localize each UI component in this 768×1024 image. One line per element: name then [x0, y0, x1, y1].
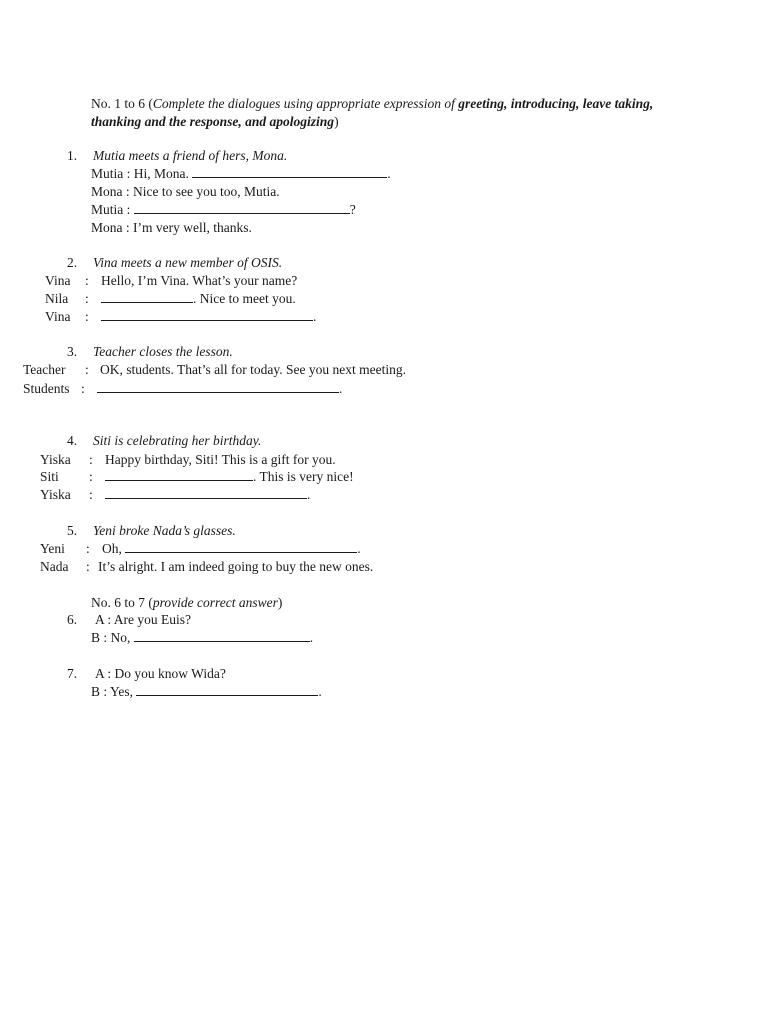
instruction-1: No. 1 to 6 (Complete the dialogues using appropriate expression of greeting, introducing, leave taking, thanking and the response, and apologizing) [91, 96, 654, 129]
question-1-title: Mutia meets a friend of hers, Mona. [93, 148, 288, 163]
answer-blank[interactable] [192, 166, 387, 178]
question-2-title: Vina meets a new member of OSIS. [93, 255, 283, 270]
worksheet-page: No. 1 to 6 (Complete the dialogues using appropriate expression of greeting, introducing, leave taking, thanking and the response, and apologizing) 1. Mutia meets a friend of hers, Mona. Mutia : Hi, Mona. . Mona : Nice to see you too, Mutia. Mutia : ? Mona : I’m very well, thanks. 2. Vina meets a new member of OSIS. Vina : Hello, I’m Vina. What’s your name? Nila : . Nice to meet you. Vina : . 3. Teacher closes the lesson. Teacher : OK, students. That’s all for today. See you next meeting. Students : . 4. Siti is celebrating her birthday. Yiska : Happy birthday, Siti! This is a gift for you. Siti : . This is very nice! Yiska : . 5. Yeni broke Nada’s glasses. Yeni : Oh, . Nada : It’s alright. I am indeed going to buy the new ones. No. 6 to 7 (provide correct answer) 6. A : Are you Euis? B : No, . 7. A : Do you know Wida? B : Yes, . [0, 0, 768, 1024]
answer-blank[interactable] [105, 469, 253, 481]
answer-blank[interactable] [101, 309, 313, 321]
answer-blank[interactable] [105, 487, 307, 499]
dialogue-line: Mutia : Hi, Mona. . [91, 166, 391, 181]
answer-blank[interactable] [136, 684, 318, 696]
dialogue-line: Mona : I’m very well, thanks. [91, 220, 252, 235]
question-4-title: Siti is celebrating her birthday. [93, 433, 262, 448]
question-5-title: Yeni broke Nada’s glasses. [93, 523, 236, 538]
dialogue-line: Mutia : ? [91, 202, 356, 217]
answer-blank[interactable] [134, 202, 350, 214]
question-3-title: Teacher closes the lesson. [93, 344, 233, 359]
instruction-2: No. 6 to 7 (provide correct answer) [91, 595, 283, 610]
answer-blank[interactable] [134, 630, 310, 642]
answer-blank[interactable] [101, 291, 193, 303]
answer-blank[interactable] [125, 541, 357, 553]
dialogue-line: B : Yes, . [91, 684, 322, 699]
answer-blank[interactable] [97, 381, 339, 393]
dialogue-line: B : No, . [91, 630, 314, 645]
dialogue-line: Mona : Nice to see you too, Mutia. [91, 184, 280, 199]
